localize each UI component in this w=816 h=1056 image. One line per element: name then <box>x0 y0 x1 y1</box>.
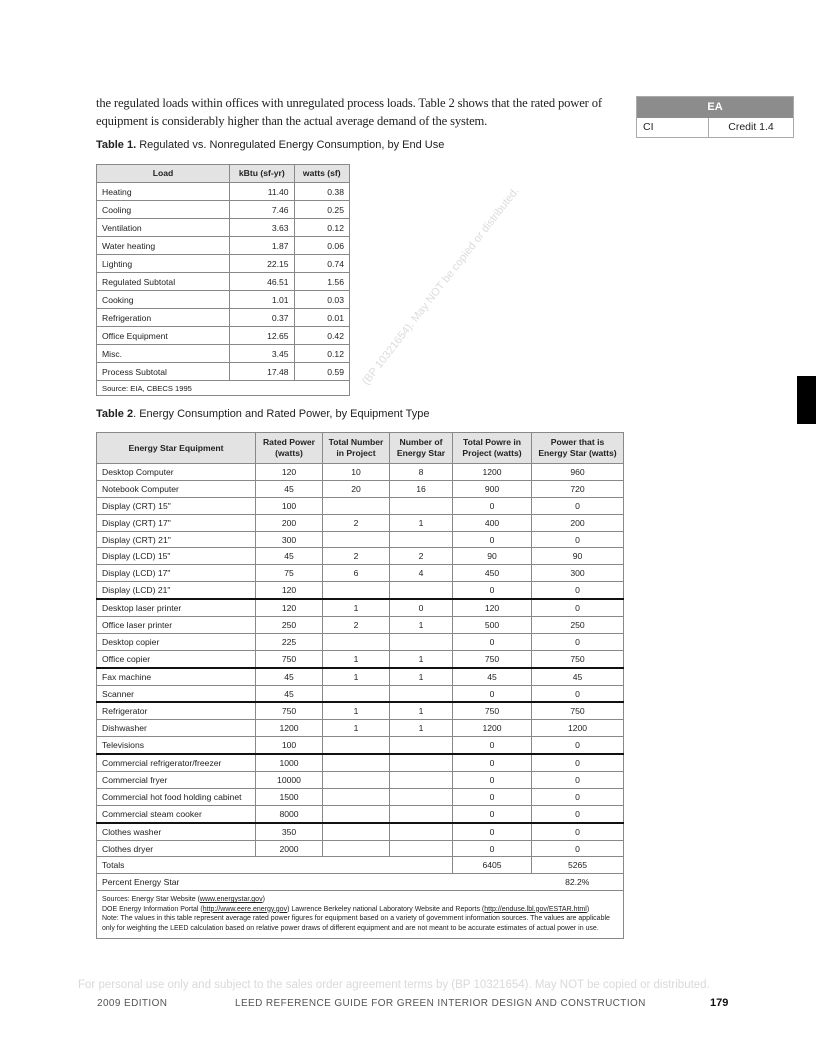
value-cell: 6 <box>323 565 390 582</box>
value-cell: 0 <box>532 685 624 702</box>
value-cell: 0 <box>532 840 624 857</box>
value-cell: 350 <box>256 823 323 840</box>
value-cell: 0.38 <box>294 183 349 201</box>
value-cell: 250 <box>532 617 624 634</box>
value-cell: 0.12 <box>294 345 349 363</box>
value-cell: 3.63 <box>230 219 295 237</box>
table2-row <box>97 650 624 667</box>
value-cell: 0 <box>532 531 624 548</box>
value-cell: 1 <box>323 702 390 719</box>
table1-row <box>97 291 350 309</box>
load-name-cell: Process Subtotal <box>97 363 230 381</box>
table2-header: Number of Energy Star <box>390 433 453 464</box>
equipment-name-cell: Commercial fryer <box>97 772 256 789</box>
value-cell: 1 <box>390 702 453 719</box>
value-cell: 120 <box>256 599 323 616</box>
value-cell: 3.45 <box>230 345 295 363</box>
value-cell: 0 <box>532 497 624 514</box>
equipment-name-cell: Scanner <box>97 685 256 702</box>
value-cell <box>323 633 390 650</box>
equipment-name-cell: Office laser printer <box>97 617 256 634</box>
value-cell: 200 <box>256 514 323 531</box>
value-cell: 45 <box>256 685 323 702</box>
value-cell: 750 <box>256 702 323 719</box>
table1-source: Source: EIA, CBECS 1995 <box>97 381 350 396</box>
footer-title: LEED REFERENCE GUIDE FOR GREEN INTERIOR DESIGN AND CONSTRUCTION <box>235 998 646 1009</box>
table2-row <box>97 599 624 616</box>
credit-tab-header: EA <box>637 97 793 118</box>
value-cell: 90 <box>453 548 532 565</box>
notes-line-3: Note: The values in this table represent average rated power figures for equipment based on a variety of government information sources. The values are applicable only for weighting the LEED calculation based on relative power draws of different equipment and are not meant to be accurate estimates of actual power in use. <box>102 915 610 932</box>
value-cell: 90 <box>532 548 624 565</box>
table2-row <box>97 582 624 599</box>
table2-caption-text: . Energy Consumption and Rated Power, by Equipment Type <box>133 408 430 420</box>
value-cell: 0 <box>453 840 532 857</box>
table2-caption-label: Table 2 <box>96 408 134 420</box>
value-cell: 0 <box>453 737 532 754</box>
value-cell: 22.15 <box>230 255 295 273</box>
value-cell <box>390 531 453 548</box>
table1-row <box>97 327 350 345</box>
equipment-name-cell: Commercial hot food holding cabinet <box>97 788 256 805</box>
value-cell: 0.42 <box>294 327 349 345</box>
value-cell <box>323 531 390 548</box>
credit-tab-row <box>637 118 793 137</box>
value-cell: 4 <box>390 565 453 582</box>
equipment-name-cell: Commercial steam cooker <box>97 805 256 822</box>
energystar-link[interactable]: www.energystar.gov <box>199 896 263 904</box>
table2-row <box>97 617 624 634</box>
value-cell: 0.74 <box>294 255 349 273</box>
table1-row <box>97 255 350 273</box>
value-cell <box>323 772 390 789</box>
page-number: 179 <box>710 997 729 1009</box>
table1 <box>96 164 350 396</box>
equipment-name-cell: Display (CRT) 15" <box>97 497 256 514</box>
table1-header-row <box>97 165 350 183</box>
value-cell: 0 <box>453 754 532 771</box>
value-cell: 0.01 <box>294 309 349 327</box>
value-cell: 10 <box>323 464 390 481</box>
table2-row <box>97 737 624 754</box>
value-cell <box>390 754 453 771</box>
value-cell: 45 <box>453 668 532 685</box>
table2-row <box>97 464 624 481</box>
value-cell: 17.48 <box>230 363 295 381</box>
percent-value: 82.2% <box>532 874 624 891</box>
table2-caption <box>96 408 429 420</box>
value-cell: 1 <box>390 617 453 634</box>
value-cell: 0.06 <box>294 237 349 255</box>
value-cell: 0 <box>532 737 624 754</box>
load-name-cell: Refrigeration <box>97 309 230 327</box>
value-cell: 120 <box>256 464 323 481</box>
table2-row <box>97 772 624 789</box>
value-cell: 0.25 <box>294 201 349 219</box>
table1-header: watts (sf) <box>294 165 349 183</box>
value-cell <box>390 840 453 857</box>
value-cell: 100 <box>256 737 323 754</box>
value-cell: 1 <box>323 668 390 685</box>
value-cell: 20 <box>323 480 390 497</box>
value-cell: 46.51 <box>230 273 295 291</box>
value-cell: 0.59 <box>294 363 349 381</box>
value-cell: 1200 <box>453 464 532 481</box>
table1-row <box>97 237 350 255</box>
equipment-name-cell: Display (LCD) 17" <box>97 565 256 582</box>
value-cell: 1 <box>390 514 453 531</box>
totals-power: 6405 <box>453 857 532 874</box>
value-cell <box>323 737 390 754</box>
table1-row <box>97 201 350 219</box>
table1-row <box>97 309 350 327</box>
value-cell: 0 <box>390 599 453 616</box>
value-cell: 45 <box>256 548 323 565</box>
table2-percent-row <box>97 874 624 891</box>
eere-link[interactable]: http://www.eere.energy.gov <box>202 905 288 913</box>
value-cell: 200 <box>532 514 624 531</box>
value-cell: 720 <box>532 480 624 497</box>
value-cell <box>323 805 390 822</box>
value-cell: 400 <box>453 514 532 531</box>
equipment-name-cell: Refrigerator <box>97 702 256 719</box>
value-cell: 45 <box>532 668 624 685</box>
table1-row <box>97 363 350 381</box>
table2 <box>96 432 624 939</box>
equipment-name-cell: Display (LCD) 15" <box>97 548 256 565</box>
value-cell <box>323 754 390 771</box>
table2-row <box>97 668 624 685</box>
load-name-cell: Lighting <box>97 255 230 273</box>
equipment-name-cell: Dishwasher <box>97 720 256 737</box>
value-cell: 1000 <box>256 754 323 771</box>
value-cell: 0 <box>532 754 624 771</box>
value-cell <box>323 582 390 599</box>
value-cell: 2000 <box>256 840 323 857</box>
value-cell: 1 <box>323 599 390 616</box>
equipment-name-cell: Desktop copier <box>97 633 256 650</box>
value-cell: 45 <box>256 668 323 685</box>
equipment-name-cell: Clothes dryer <box>97 840 256 857</box>
value-cell: 0 <box>453 497 532 514</box>
value-cell: 12.65 <box>230 327 295 345</box>
load-name-cell: Regulated Subtotal <box>97 273 230 291</box>
value-cell: 10000 <box>256 772 323 789</box>
value-cell: 0.12 <box>294 219 349 237</box>
table1-caption-label: Table 1. <box>96 139 137 151</box>
value-cell <box>390 633 453 650</box>
credit-tab-ci: CI <box>637 118 709 137</box>
value-cell: 1 <box>323 650 390 667</box>
chapter-thumb-tab <box>797 376 816 424</box>
equipment-name-cell: Display (CRT) 21" <box>97 531 256 548</box>
value-cell: 1 <box>323 720 390 737</box>
lbl-link[interactable]: http://enduse.lbl.gov/ESTAR.html <box>484 905 587 913</box>
notes-text: ) <box>262 896 265 904</box>
table2-header: Total Number in Project <box>323 433 390 464</box>
table1-caption-text: Regulated vs. Nonregulated Energy Consumption, by End Use <box>136 139 445 151</box>
table1-row <box>97 219 350 237</box>
value-cell: 1 <box>390 650 453 667</box>
value-cell <box>390 685 453 702</box>
value-cell: 960 <box>532 464 624 481</box>
table2-row <box>97 480 624 497</box>
value-cell <box>323 497 390 514</box>
notes-line-2 <box>102 905 618 915</box>
load-name-cell: Cooling <box>97 201 230 219</box>
value-cell: 750 <box>256 650 323 667</box>
value-cell: 750 <box>453 650 532 667</box>
totals-label: Totals <box>97 857 453 874</box>
value-cell: 0 <box>453 582 532 599</box>
value-cell: 1 <box>390 668 453 685</box>
equipment-name-cell: Desktop Computer <box>97 464 256 481</box>
value-cell: 500 <box>453 617 532 634</box>
load-name-cell: Misc. <box>97 345 230 363</box>
load-name-cell: Heating <box>97 183 230 201</box>
value-cell <box>390 497 453 514</box>
value-cell: 0 <box>532 805 624 822</box>
value-cell: 1500 <box>256 788 323 805</box>
footer-edition: 2009 EDITION <box>97 998 168 1009</box>
value-cell: 300 <box>256 531 323 548</box>
table2-row <box>97 497 624 514</box>
value-cell <box>390 823 453 840</box>
value-cell: 0.37 <box>230 309 295 327</box>
value-cell <box>323 823 390 840</box>
load-name-cell: Office Equipment <box>97 327 230 345</box>
value-cell: 900 <box>453 480 532 497</box>
table2-row <box>97 840 624 857</box>
equipment-name-cell: Televisions <box>97 737 256 754</box>
value-cell: 0 <box>532 582 624 599</box>
value-cell <box>390 582 453 599</box>
value-cell <box>390 788 453 805</box>
notes-text: ) <box>586 905 590 913</box>
value-cell: 120 <box>256 582 323 599</box>
value-cell: 1.56 <box>294 273 349 291</box>
notes-text: ) Lawrence Berkeley national Laboratory Website and Reports ( <box>287 905 485 913</box>
table2-totals-row <box>97 857 624 874</box>
load-name-cell: Cooking <box>97 291 230 309</box>
value-cell: 0 <box>453 531 532 548</box>
table2-row <box>97 754 624 771</box>
value-cell: 7.46 <box>230 201 295 219</box>
table2-header: Rated Power (watts) <box>256 433 323 464</box>
value-cell <box>323 788 390 805</box>
value-cell: 75 <box>256 565 323 582</box>
value-cell: 0 <box>532 633 624 650</box>
value-cell <box>390 772 453 789</box>
load-name-cell: Ventilation <box>97 219 230 237</box>
table1-header: Load <box>97 165 230 183</box>
value-cell: 2 <box>323 514 390 531</box>
value-cell: 120 <box>453 599 532 616</box>
table2-row <box>97 548 624 565</box>
table2-notes-row <box>97 891 624 939</box>
table2-row <box>97 514 624 531</box>
value-cell: 1 <box>390 720 453 737</box>
table2-notes <box>97 891 624 939</box>
value-cell: 1.87 <box>230 237 295 255</box>
credit-tab-credit: Credit 1.4 <box>728 121 774 133</box>
intro-paragraph: the regulated loads within offices with unregulated process loads. Table 2 shows that the rated power of equipment is considerably higher than the actual average demand of the system. <box>96 96 602 128</box>
table2-header-row <box>97 433 624 464</box>
table2-header: Power that is Energy Star (watts) <box>532 433 624 464</box>
value-cell: 750 <box>453 702 532 719</box>
value-cell: 0 <box>453 633 532 650</box>
table1-row <box>97 273 350 291</box>
notes-text: DOE Energy Information Portal ( <box>102 905 203 913</box>
value-cell: 0 <box>453 823 532 840</box>
value-cell: 0 <box>532 823 624 840</box>
notes-line-1 <box>102 895 618 905</box>
value-cell: 750 <box>532 650 624 667</box>
equipment-name-cell: Desktop laser printer <box>97 599 256 616</box>
value-cell: 100 <box>256 497 323 514</box>
value-cell: 0 <box>532 599 624 616</box>
value-cell <box>323 685 390 702</box>
value-cell: 16 <box>390 480 453 497</box>
value-cell: 0.03 <box>294 291 349 309</box>
watermark-footer: For personal use only and subject to the sales order agreement terms by (BP 10321654). May NOT be copied or distributed. <box>78 979 710 991</box>
equipment-name-cell: Commercial refrigerator/freezer <box>97 754 256 771</box>
table1-row <box>97 183 350 201</box>
watermark-diagonal: (BP 10321654). May NOT be copied or distributed. <box>360 185 522 388</box>
table2-header: Energy Star Equipment <box>97 433 256 464</box>
value-cell: 1200 <box>256 720 323 737</box>
equipment-name-cell: Notebook Computer <box>97 480 256 497</box>
value-cell: 2 <box>390 548 453 565</box>
table2-row <box>97 823 624 840</box>
value-cell: 225 <box>256 633 323 650</box>
credit-tab <box>636 96 794 138</box>
value-cell: 11.40 <box>230 183 295 201</box>
equipment-name-cell: Display (LCD) 21" <box>97 582 256 599</box>
table2-header: Total Powre in Project (watts) <box>453 433 532 464</box>
value-cell: 0 <box>453 685 532 702</box>
value-cell: 8000 <box>256 805 323 822</box>
value-cell <box>390 805 453 822</box>
value-cell: 1200 <box>453 720 532 737</box>
value-cell: 250 <box>256 617 323 634</box>
value-cell: 8 <box>390 464 453 481</box>
load-name-cell: Water heating <box>97 237 230 255</box>
table1-row <box>97 345 350 363</box>
value-cell: 750 <box>532 702 624 719</box>
table2-row <box>97 531 624 548</box>
value-cell: 45 <box>256 480 323 497</box>
table2-row <box>97 720 624 737</box>
table2-row <box>97 685 624 702</box>
table2-row <box>97 565 624 582</box>
table1-caption <box>96 139 444 151</box>
value-cell: 2 <box>323 548 390 565</box>
value-cell: 1.01 <box>230 291 295 309</box>
table1-header: kBtu (sf-yr) <box>230 165 295 183</box>
notes-text: Sources: Energy Star Website ( <box>102 896 200 904</box>
value-cell: 0 <box>453 805 532 822</box>
value-cell: 2 <box>323 617 390 634</box>
value-cell: 450 <box>453 565 532 582</box>
value-cell: 0 <box>453 788 532 805</box>
value-cell <box>390 737 453 754</box>
value-cell: 300 <box>532 565 624 582</box>
equipment-name-cell: Fax machine <box>97 668 256 685</box>
totals-energy-star-power: 5265 <box>532 857 624 874</box>
percent-label: Percent Energy Star <box>97 874 532 891</box>
table2-row <box>97 702 624 719</box>
table2-row <box>97 633 624 650</box>
table2-row <box>97 805 624 822</box>
value-cell <box>323 840 390 857</box>
equipment-name-cell: Display (CRT) 17" <box>97 514 256 531</box>
value-cell: 0 <box>532 788 624 805</box>
value-cell: 0 <box>532 772 624 789</box>
table1-source-row <box>97 381 350 396</box>
table2-row <box>97 788 624 805</box>
equipment-name-cell: Office copier <box>97 650 256 667</box>
value-cell: 1200 <box>532 720 624 737</box>
equipment-name-cell: Clothes washer <box>97 823 256 840</box>
value-cell: 0 <box>453 772 532 789</box>
